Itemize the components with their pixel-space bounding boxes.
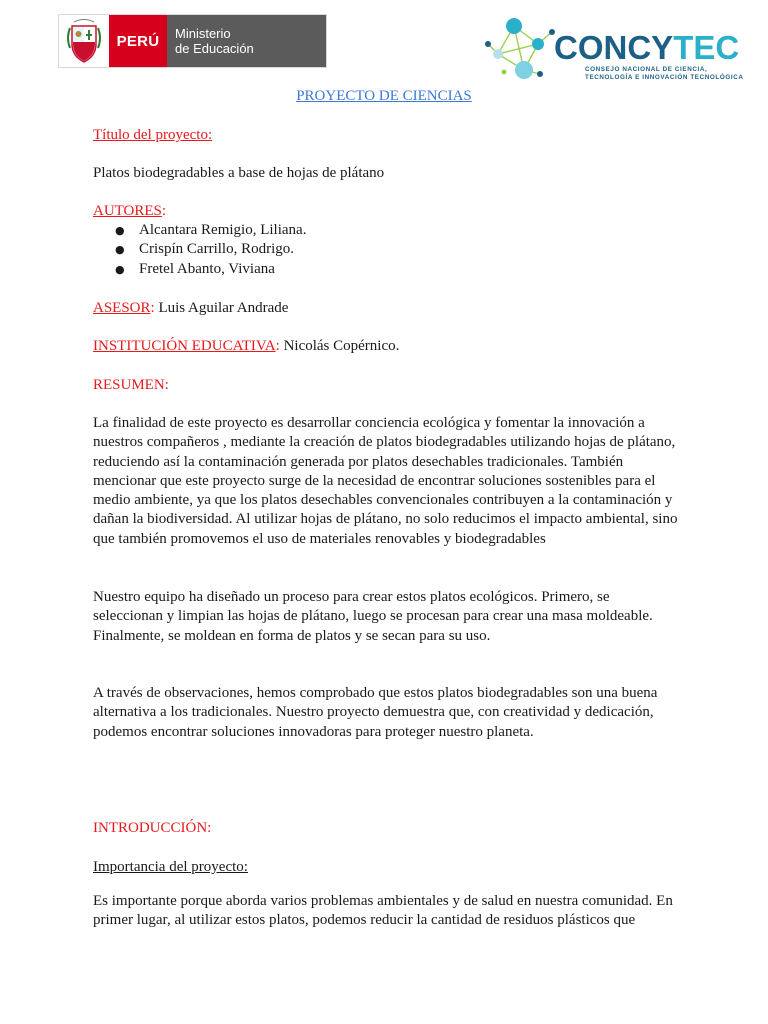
institution-label: INSTITUCIÓN EDUCATIVA	[93, 338, 276, 354]
importance-label: Importancia del proyecto:	[93, 859, 248, 875]
importance-paragraph: Es importante porque aborda varios problemas ambientales y de salud en nuestra comunidad. En primer lugar, al utilizar estos platos, podemos reducir la cantidad de residuos plásticos que	[93, 893, 673, 929]
coat-of-arms-icon	[59, 15, 109, 67]
ministry-line2: de Educación	[175, 41, 254, 56]
author-item: ● Crispín Carrillo, Rodrigo.	[93, 240, 306, 259]
advisor-colon: :	[150, 300, 155, 316]
institution-line	[93, 337, 683, 356]
authors-heading	[93, 202, 683, 221]
title-value: Platos biodegradables a base de hojas de plátano	[93, 165, 385, 181]
ministry-label	[167, 15, 326, 67]
summary-label: RESUMEN:	[93, 377, 169, 393]
concytec-logo	[480, 14, 752, 84]
minedu-logo	[58, 14, 327, 68]
advisor-label: ASESOR	[93, 300, 151, 316]
institution-value: Nicolás Copérnico.	[279, 338, 400, 354]
concytec-subtitle: CONSEJO NACIONAL DE CIENCIA, TECNOLOGÍA E INNOVACIÓN TECNOLÓGICA	[585, 66, 744, 81]
summary-paragraph-1: La finalidad de este proyecto es desarrollar conciencia ecológica y fomentar la innovación a nuestros compañeros , mediante la creación de platos biodegradables utilizando hojas de plátano, reduciendo así la contaminación generada por platos desechables tradicionales. También mencionar que este proyecto surge de la necesidad de encontrar soluciones sostenibles para el medio ambiente, ya que los platos desechables convencionales contribuyen a la contaminación y dañan la biodiversidad. Al utilizar hojas de plátano, no solo reducimos el impacto ambiental, sino que también promovemos el uso de materiales renovables y biodegradables	[93, 415, 678, 547]
summary-paragraph-3: A través de observaciones, hemos comprobado que estos platos biodegradables son una buena alternativa a los tradicionales. Nuestro proyecto demuestra que, con creatividad y dedicación, podemos encontrar soluciones innovadoras para proteger nuestro planeta.	[93, 685, 658, 740]
advisor-line	[93, 299, 683, 318]
author-item: ● Fretel Abanto, Viviana	[93, 260, 306, 279]
advisor-value: Luis Aguilar Andrade	[154, 300, 289, 316]
molecule-icon	[480, 14, 560, 84]
summary-paragraph-2: Nuestro equipo ha diseñado un proceso para crear estos platos ecológicos. Primero, se seleccionan y limpian las hojas de plátano, luego se procesan para crear una masa moldeable. Finalmente, se moldean en forma de platos y se secan para su uso.	[93, 589, 653, 644]
title-label: Título del proyecto:	[93, 127, 213, 143]
peru-label: PERÚ	[109, 15, 167, 67]
document-heading: PROYECTO DE CIENCIAS	[296, 88, 472, 104]
author-item: ● Alcantara Remigio, Liliana.	[93, 221, 306, 240]
introduction-label: INTRODUCCIÓN:	[93, 820, 212, 836]
ministry-line1: Ministerio	[175, 26, 231, 41]
institution-colon: :	[275, 338, 280, 354]
authors-list	[93, 221, 306, 279]
authors-colon: :	[161, 203, 167, 219]
concytec-wordmark: CONCYTEC	[554, 29, 740, 66]
authors-label: AUTORES	[93, 203, 162, 219]
